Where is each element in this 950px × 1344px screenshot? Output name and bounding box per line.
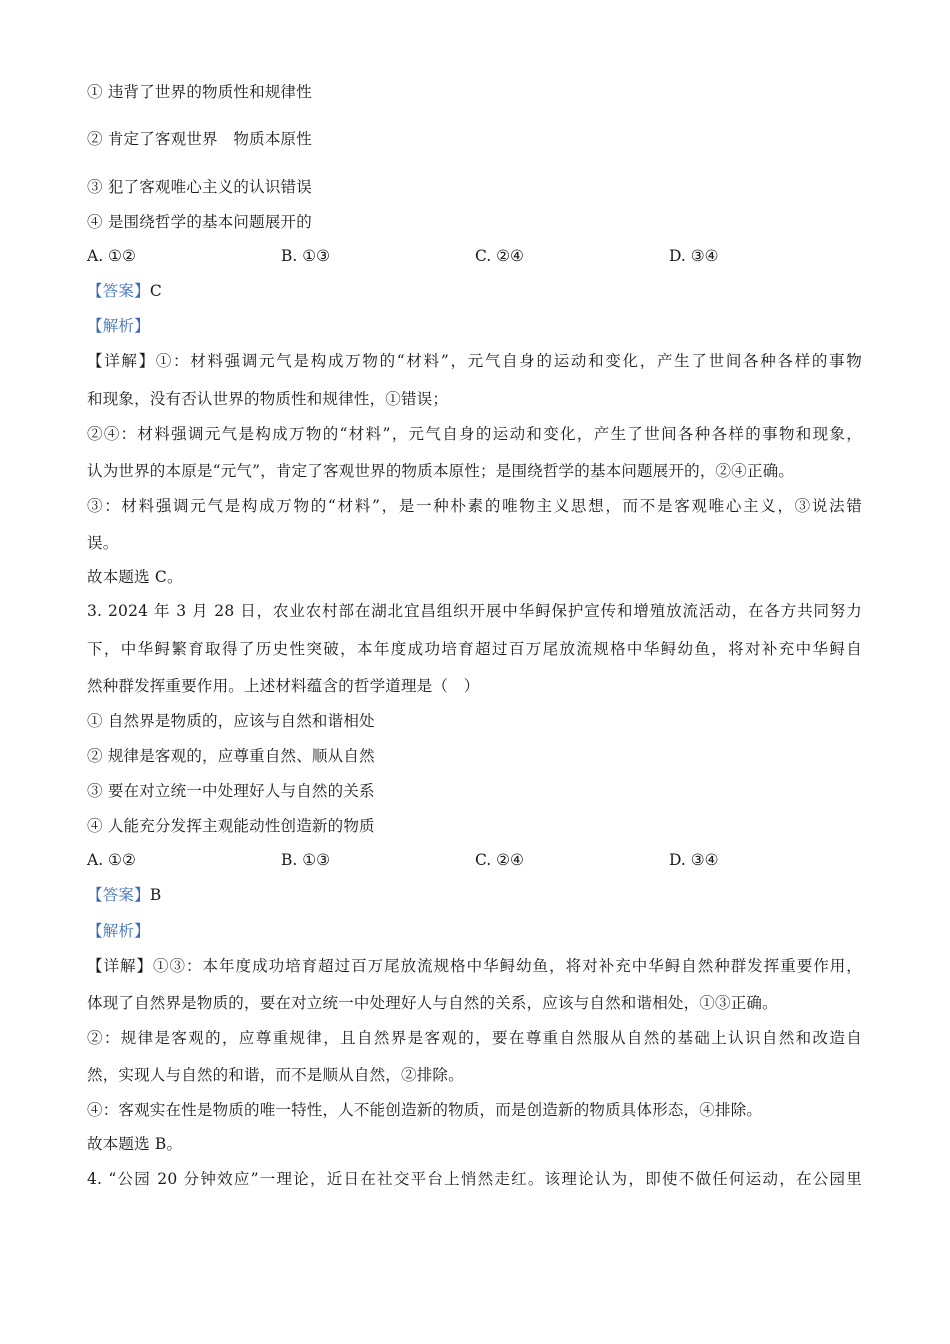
q3-choice-d: D. ③④	[669, 851, 719, 869]
q3-stem-line-1: 3. 2024 年 3 月 28 日，农业农村部在湖北宜昌组织开展中华鲟保护宣传和增殖放流活动，在各方共同努力	[87, 602, 862, 620]
q2-detail-text-1: ①：材料强调元气是构成万物的“材料”，元气自身的运动和变化，产生了世间各种各样的事物	[155, 352, 862, 370]
q2-detail-line-5: ③：材料强调元气是构成万物的“材料”，是一种朴素的唯物主义思想，而不是客观唯心主义，③说法错	[87, 497, 862, 515]
q2-option-2: ② 肯定了客观世界 物质本原性	[87, 130, 312, 148]
q3-detail-text-1: ①③：本年度成功培育超过百万尾放流规格中华鲟幼鱼，将对补充中华鲟自然种群发挥重要作用，	[153, 957, 862, 975]
q3-analysis-tag: 【解析】	[87, 922, 150, 940]
q3-stem-line-2: 下，中华鲟繁育取得了历史性突破，本年度成功培育超过百万尾放流规格中华鲟幼鱼，将对补充中华鲟自	[87, 640, 862, 658]
q3-detail-tag: 【详解】	[87, 957, 154, 975]
q2-answer-tag: 【答案】	[87, 282, 150, 300]
q3-detail-line-4: 然，实现人与自然的和谐，而不是顺从自然，②排除。	[87, 1066, 464, 1084]
q2-detail-line-4: 认为世界的本原是“元气”，肯定了客观世界的物质本原性；是围绕哲学的基本问题展开的，②④正确。	[87, 462, 795, 480]
q2-answer-value: C	[149, 282, 162, 300]
q3-choice-a: A. ①②	[87, 851, 136, 869]
q3-answer	[87, 885, 161, 905]
q2-choice-c: C. ②④	[475, 247, 524, 265]
q3-option-4: ④ 人能充分发挥主观能动性创造新的物质	[87, 817, 375, 835]
q3-answer-tag: 【答案】	[87, 886, 150, 904]
q3-choice-c: C. ②④	[475, 851, 524, 869]
q2-analysis-tag: 【解析】	[87, 317, 150, 335]
q2-detail-line-2: 和现象，没有否认世界的物质性和规律性，①错误；	[87, 390, 449, 408]
q3-option-1: ① 自然界是物质的，应该与自然和谐相处	[87, 712, 375, 730]
q3-detail-line-2: 体现了自然界是物质的，要在对立统一中处理好人与自然的关系，应该与自然和谐相处，①③正确。	[87, 994, 778, 1012]
q2-choice-b: B. ①③	[281, 247, 331, 265]
q2-detail-line-3: ②④：材料强调元气是构成万物的“材料”，元气自身的运动和变化，产生了世间各种各样的事物和现象，	[87, 425, 862, 443]
q3-choice-b: B. ①③	[281, 851, 331, 869]
q2-conclusion: 故本题选 C。	[87, 568, 183, 586]
q2-detail-line-1	[87, 351, 862, 371]
q2-detail-tag: 【详解】	[87, 352, 156, 370]
q2-answer	[87, 281, 162, 301]
q2-option-4: ④ 是围绕哲学的基本问题展开的	[87, 213, 312, 231]
q3-detail-line-1	[87, 956, 862, 976]
q2-choice-a: A. ①②	[87, 247, 136, 265]
q2-option-1: ① 违背了世界的物质性和规律性	[87, 83, 312, 101]
q3-answer-value: B	[149, 886, 162, 904]
q2-choice-d: D. ③④	[669, 247, 719, 265]
q2-option-3: ③ 犯了客观唯心主义的认识错误	[87, 178, 312, 196]
q3-option-3: ③ 要在对立统一中处理好人与自然的关系	[87, 782, 375, 800]
q4-stem-line-1: 4. “公园 20 分钟效应”一理论，近日在社交平台上悄然走红。该理论认为，即使不做任何运动，在公园里	[87, 1170, 862, 1188]
q3-conclusion: 故本题选 B。	[87, 1135, 183, 1153]
q3-option-2: ② 规律是客观的，应尊重自然、顺从自然	[87, 747, 375, 765]
q3-detail-line-3: ②：规律是客观的，应尊重规律，且自然界是客观的，要在尊重自然服从自然的基础上认识自然和改造自	[87, 1029, 862, 1047]
q3-stem-line-3: 然种群发挥重要作用。上述材料蕴含的哲学道理是（ ）	[87, 677, 480, 695]
q3-detail-line-5: ④：客观实在性是物质的唯一特性，人不能创造新的物质，而是创造新的物质具体形态，④排除。	[87, 1101, 763, 1119]
q2-detail-line-6: 误。	[87, 534, 119, 552]
